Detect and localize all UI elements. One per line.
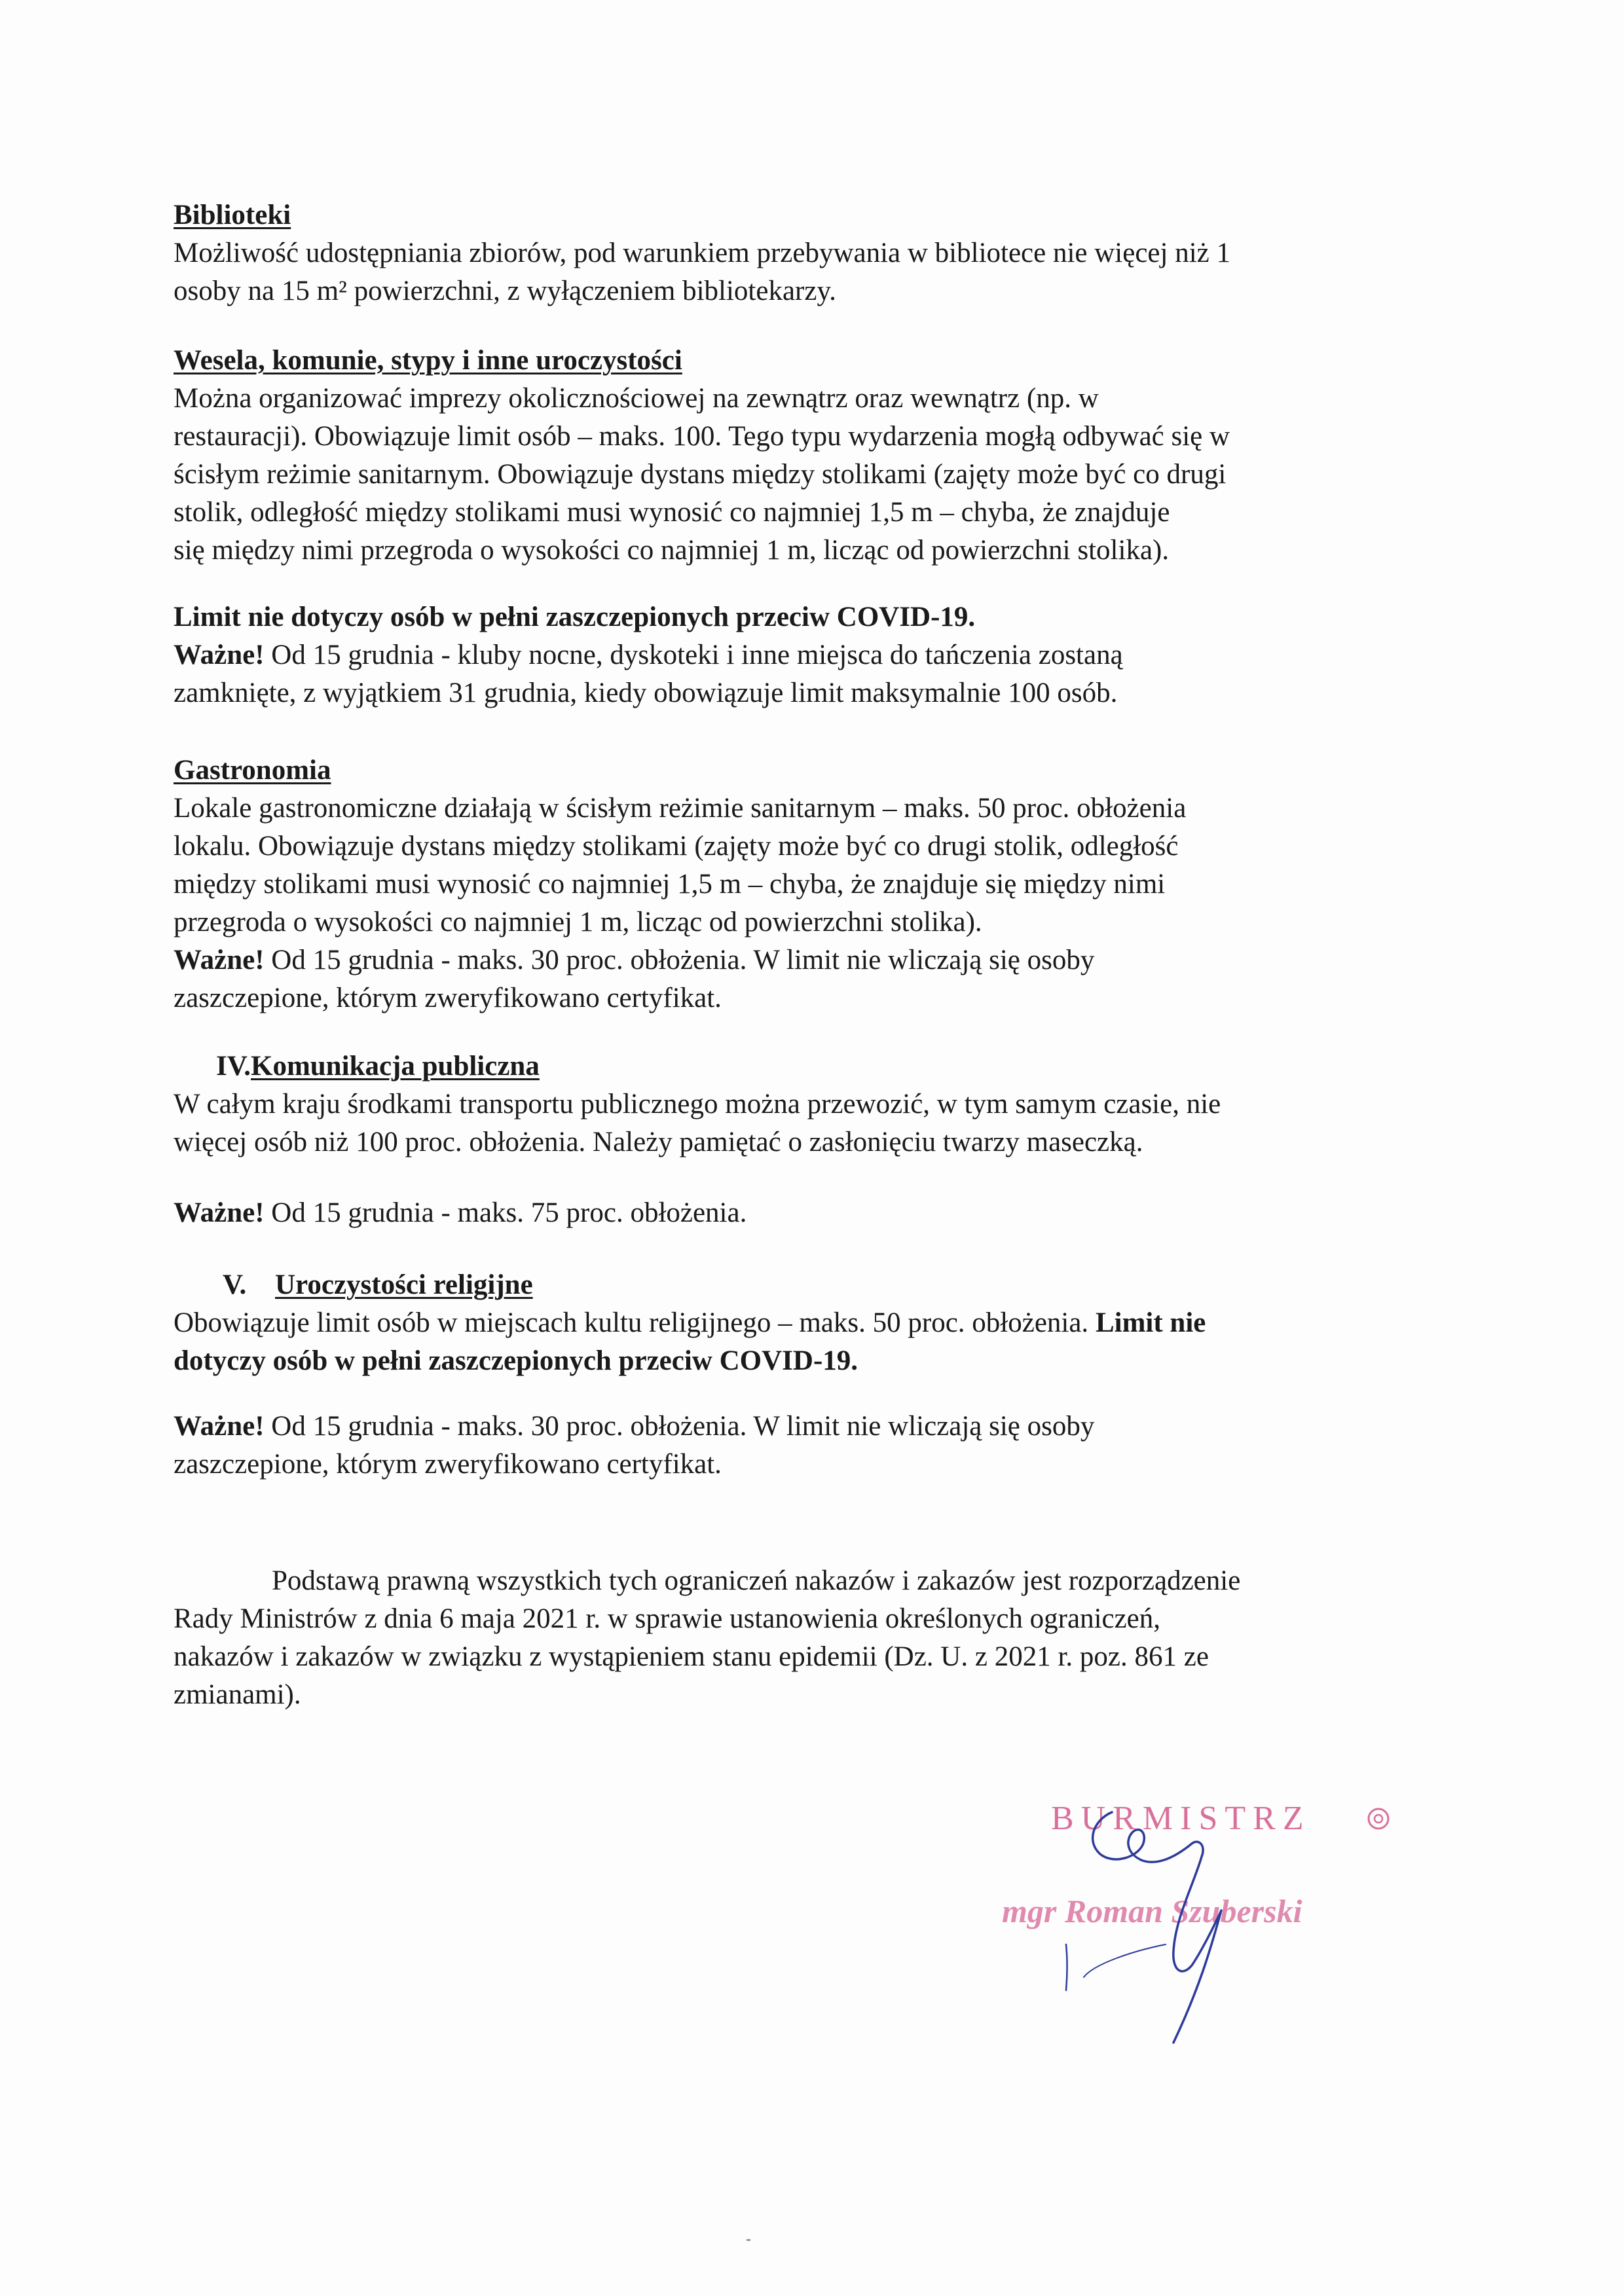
biblioteki-line-2: osoby na 15 m² powierzchni, z wyłączeniem bibliotekarzy. <box>174 276 836 306</box>
wesela-line-2: restauracji). Obowiązuje limit osób – maks. 100. Tego typu wydarzenia mogłą odbywać się w <box>174 421 1230 452</box>
wesela-wazne-text-1: Od 15 grudnia - kluby nocne, dyskoteki i inne miejsca do tańczenia zostaną <box>264 640 1123 670</box>
gastronomia-line-3: między stolikami musi wynosić co najmniej 1,5 m – chyba, że znajduje się między nimi <box>174 869 1166 900</box>
heading-komunikacja <box>216 1048 540 1085</box>
section-wesela-limit <box>174 598 1431 712</box>
komunikacja-wazne-text: Od 15 grudnia - maks. 75 proc. obłożenia. <box>264 1197 747 1228</box>
stamp-title: BURMISTRZ <box>1051 1800 1311 1837</box>
uroczystosci-number: V. <box>223 1269 247 1300</box>
gastronomia-wazne-line-1 <box>174 941 1431 979</box>
heading-biblioteki: Biblioteki <box>174 200 291 230</box>
wesela-wazne-line-2: zamknięte, z wyjątkiem 31 grudnia, kiedy obowiązuje limit maksymalnie 100 osób. <box>174 678 1118 708</box>
gastronomia-line-4: przegroda o wysokości co najmniej 1 m, licząc od powierzchni stolika). <box>174 907 982 938</box>
komunikacja-title: Komunikacja publiczna <box>251 1051 540 1082</box>
gastronomia-wazne-text-1: Od 15 grudnia - maks. 30 proc. obłożenia. W limit nie wliczają się osoby <box>264 945 1095 975</box>
heading-uroczystosci <box>223 1266 533 1304</box>
gastronomia-wazne-label: Ważne! <box>174 945 265 975</box>
wesela-line-3: ścisłym reżimie sanitarnym. Obowiązuje dystans między stolikami (zajęty może być co drugi <box>174 459 1227 490</box>
komunikacja-number: IV. <box>216 1051 251 1082</box>
uroczystosci-wazne <box>174 1408 1431 1484</box>
scan-artifact <box>747 2239 750 2241</box>
uroczystosci-wazne-line-1 <box>174 1408 1431 1446</box>
podstawa-line-1: Podstawą prawną wszystkich tych ograniczeń nakazów i zakazów jest rozporządzenie <box>272 1565 1241 1596</box>
podstawa-line-4: zmianami). <box>174 1679 301 1710</box>
wesela-wazne-label: Ważne! <box>174 640 265 670</box>
section-podstawa <box>174 1562 1431 1714</box>
komunikacja-wazne-line <box>174 1194 1431 1232</box>
section-uroczystosci <box>174 1304 1431 1380</box>
gastronomia-wazne-line-2: zaszczepione, którym zweryfikowano certyfikat. <box>174 983 722 1013</box>
uroczystosci-line-1-bold: Limit nie <box>1095 1307 1206 1338</box>
uroczystosci-title: Uroczystości religijne <box>275 1269 533 1300</box>
uroczystosci-wazne-line-2: zaszczepione, którym zweryfikowano certyfikat. <box>174 1449 722 1480</box>
handwritten-signature <box>1002 1794 1408 2069</box>
uroczystosci-line-2: dotyczy osób w pełni zaszczepionych przeciw COVID-19. <box>174 1345 858 1376</box>
komunikacja-line-1: W całym kraju środkami transportu publicznego można przewozić, w tym samym czasie, nie <box>174 1089 1221 1120</box>
section-gastronomia <box>174 752 1431 1017</box>
section-wesela <box>174 342 1431 570</box>
section-biblioteki <box>174 196 1431 310</box>
podstawa-line-2: Rady Ministrów z dnia 6 maja 2021 r. w sprawie ustanowienia określonych ograniczeń, <box>174 1603 1161 1634</box>
heading-gastronomia: Gastronomia <box>174 755 331 786</box>
uroczystosci-line-1-text: Obowiązuje limit osób w miejscach kultu religijnego – maks. 50 proc. obłożenia. <box>174 1307 1096 1338</box>
gastronomia-line-2: lokalu. Obowiązuje dystans między stolikami (zajęty może być co drugi stolik, odległość <box>174 831 1179 862</box>
heading-wesela: Wesela, komunie, stypy i inne uroczystości <box>174 345 682 376</box>
wesela-limit-note: Limit nie dotyczy osób w pełni zaszczepionych przeciw COVID-19. <box>174 602 976 632</box>
uroczystosci-wazne-text-1: Od 15 grudnia - maks. 30 proc. obłożenia. W limit nie wliczają się osoby <box>264 1411 1095 1442</box>
section-komunikacja <box>174 1085 1431 1161</box>
wesela-line-5: się między nimi przegroda o wysokości co najmniej 1 m, licząc od powierzchni stolika). <box>174 535 1170 566</box>
gastronomia-line-1: Lokale gastronomiczne działają w ścisłym reżimie sanitarnym – maks. 50 proc. obłożenia <box>174 793 1187 824</box>
podstawa-line-3: nakazów i zakazów w związku z wystąpieniem stanu epidemii (Dz. U. z 2021 r. poz. 861 ze <box>174 1641 1209 1672</box>
komunikacja-wazne-label: Ważne! <box>174 1197 265 1228</box>
komunikacja-line-2: więcej osób niż 100 proc. obłożenia. Należy pamiętać o zasłonięciu twarzy maseczką. <box>174 1127 1143 1157</box>
biblioteki-line-1: Możliwość udostępniania zbiorów, pod warunkiem przebywania w bibliotece nie więcej niż 1 <box>174 238 1230 268</box>
wesela-line-4: stolik, odległość między stolikami musi wynosić co najmniej 1,5 m – chyba, że znajduje <box>174 497 1170 528</box>
komunikacja-wazne <box>174 1194 1431 1232</box>
uroczystosci-wazne-label: Ważne! <box>174 1411 265 1442</box>
wesela-line-1: Można organizować imprezy okolicznościowej na zewnątrz oraz wewnątrz (np. w <box>174 383 1099 414</box>
uroczystosci-line-1 <box>174 1304 1431 1342</box>
stamp-name: mgr Roman Szuberski <box>1002 1893 1302 1929</box>
wesela-wazne-line-1 <box>174 636 1431 674</box>
